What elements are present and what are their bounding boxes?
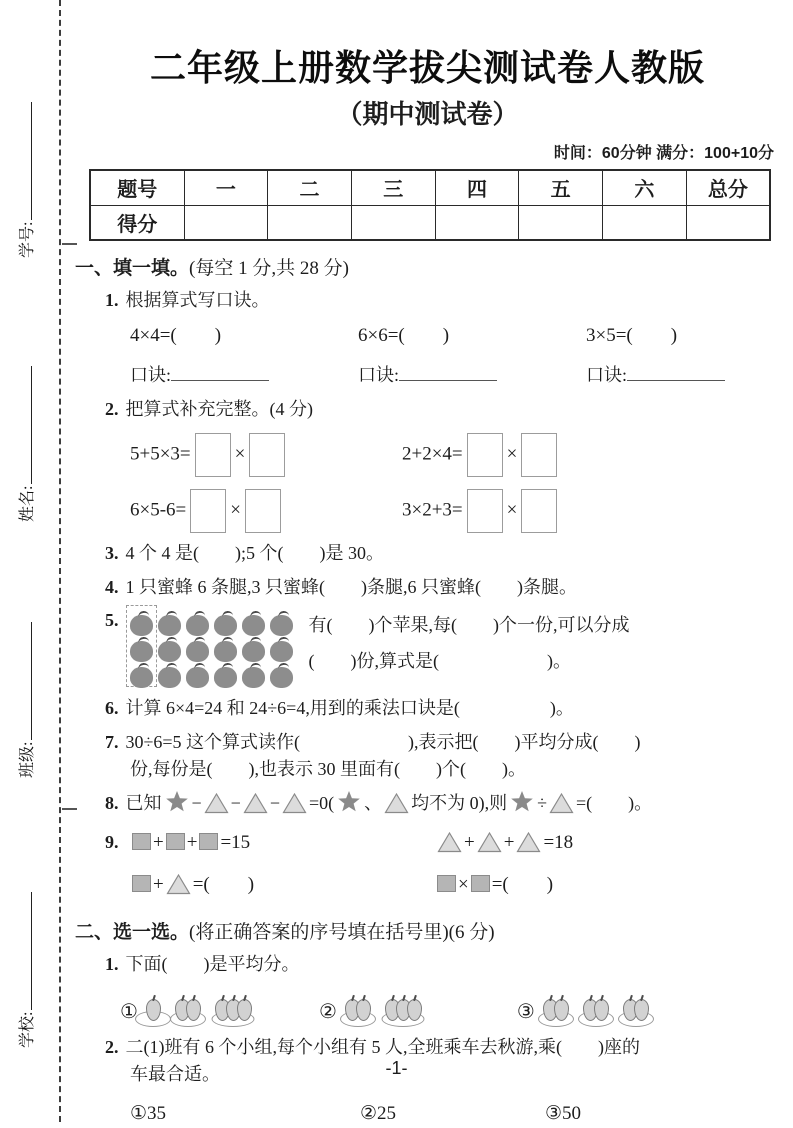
question-number: 4. [105, 577, 119, 597]
answer-box [190, 489, 226, 533]
star-icon [336, 790, 362, 822]
koujue-label: 口诀: [358, 365, 399, 385]
minus-sign: − [270, 793, 280, 813]
question-text: =( )。 [576, 793, 652, 813]
section2-title: 二、选一选。 [75, 922, 189, 943]
score-table-header-cell: 六 [603, 170, 687, 205]
pear-icon [356, 999, 371, 1021]
score-table-header-cell: 四 [435, 170, 519, 205]
question-number: 2. [105, 399, 119, 419]
equation: 3×2+3= [402, 499, 463, 520]
times-sign: × [230, 499, 241, 520]
section2-question-2 [75, 1034, 780, 1128]
q5-line2: ( )份,算式是( )。 [309, 643, 630, 679]
question-2 [75, 396, 780, 533]
q9-equations-grid [130, 829, 780, 905]
question-5 [75, 607, 780, 688]
triangle-icon [549, 792, 574, 822]
plus-sign: + [464, 832, 475, 853]
question-6 [75, 695, 780, 722]
apple-icon [158, 667, 181, 688]
plate-icon [144, 994, 163, 1027]
answer-box [467, 489, 503, 533]
answer-box [249, 433, 285, 477]
question-text [309, 607, 630, 688]
page-number: -1- [0, 1058, 793, 1079]
pear-icon [237, 999, 252, 1021]
question-number: 5. [105, 607, 119, 688]
star-icon [164, 790, 190, 822]
apple-icon [158, 615, 181, 636]
star-icon [509, 790, 535, 822]
time-score-info: 时间：60分钟 满分：100+10分 [75, 140, 780, 163]
equation-with-boxes [130, 433, 402, 477]
question-text: 已知 [126, 793, 162, 813]
q1-item [130, 314, 358, 389]
plate-icon [581, 994, 611, 1027]
score-table-header-cell: 总分 [686, 170, 770, 205]
question-text: 二(1)班有 6 个小组,每个小组有 5 人,全班乘车去秋游,乘( )座的 [126, 1037, 640, 1057]
class-field [14, 622, 37, 778]
question-number: 3. [105, 543, 119, 563]
q5-line1: 有( )个苹果,每( )个一份,可以分成 [309, 607, 630, 643]
table-row [90, 205, 770, 240]
equation: 6×6=( ) [358, 322, 586, 351]
page-subtitle: （期中测试卷） [75, 94, 780, 131]
equation: 4×4=( ) [130, 322, 358, 351]
triangle-icon [166, 873, 191, 905]
school-label: 学校: [19, 1012, 36, 1048]
triangle-icon [437, 831, 462, 863]
school-field [14, 892, 37, 1048]
question-number: 6. [105, 698, 119, 718]
option-label: ② [319, 997, 337, 1027]
school-blank-line [31, 892, 32, 1010]
student-id-blank-line [31, 102, 32, 220]
apple-icon [130, 641, 153, 662]
table-row [90, 170, 770, 205]
shape-equation [130, 871, 435, 905]
question-number: 1. [105, 954, 119, 974]
pear-icon [634, 999, 649, 1021]
koujue-line [586, 362, 725, 389]
answer-box [245, 489, 281, 533]
question-text: 把算式补充完整。(4 分) [126, 399, 314, 419]
option-label: ③ [517, 997, 535, 1027]
score-cell [603, 205, 687, 240]
section1-header [75, 253, 780, 280]
shape-equation [130, 829, 435, 863]
equation: 2+2×4= [402, 443, 463, 464]
divide-sign: ÷ [537, 793, 547, 813]
section2-header [75, 917, 780, 944]
apple-icon [186, 667, 209, 688]
triangle-icon [516, 831, 541, 863]
section1-note: (每空 1 分,共 28 分) [189, 258, 349, 279]
pear-option [517, 994, 658, 1027]
dashed-cut-line [59, 0, 61, 1122]
plate-icon [213, 994, 254, 1027]
paper-content [75, 0, 780, 1128]
equation-with-boxes [402, 433, 780, 477]
triangle-icon [204, 792, 229, 822]
plate-icon [383, 994, 424, 1027]
equation: 5+5×3= [130, 443, 191, 464]
question-text-line2: 车最合适。 [130, 1061, 780, 1088]
apple-icon [270, 667, 293, 688]
question-text: 1 只蜜蜂 6 条腿,3 只蜜蜂( )条腿,6 只蜜蜂( )条腿。 [126, 577, 577, 597]
koujue-line [358, 362, 586, 389]
question-text: 下面( )是平均分。 [126, 954, 300, 974]
q1-equations-row [130, 314, 780, 389]
plate-icon [541, 994, 571, 1027]
pear-icon [554, 999, 569, 1021]
question-8 [75, 790, 780, 822]
apple-icon [130, 667, 153, 688]
section2-question-1 [75, 951, 780, 1027]
score-table-header-cell: 三 [351, 170, 435, 205]
apple-icon [130, 615, 153, 636]
square-icon [132, 875, 151, 892]
question-text: =0( [309, 793, 334, 813]
koujue-label: 口诀: [586, 365, 627, 385]
student-name-label: 姓名: [19, 486, 36, 522]
score-table [89, 169, 771, 241]
answer-blank-line [171, 366, 269, 381]
plus-sign: + [153, 832, 164, 853]
answer-box [467, 433, 503, 477]
score-cell [351, 205, 435, 240]
triangle-icon [282, 792, 307, 822]
student-name-field [14, 366, 37, 522]
option-label: ① [120, 997, 138, 1027]
page-title: 二年级上册数学拔尖测试卷人教版 [75, 40, 780, 91]
question-number: 8. [105, 793, 119, 813]
question-text: 、 [364, 793, 382, 813]
question-4 [75, 574, 780, 601]
pear-options [120, 994, 780, 1027]
apple-icon [270, 615, 293, 636]
equation-result: =15 [220, 832, 250, 853]
question-3 [75, 540, 780, 567]
score-cell [184, 205, 268, 240]
choice-option: ①35 [130, 1100, 360, 1128]
plus-sign: + [187, 832, 198, 853]
pear-icon [407, 999, 422, 1021]
koujue-label: 口诀: [130, 365, 171, 385]
minus-sign: − [231, 793, 241, 813]
question-text-line2: 份,每份是( ),也表示 30 里面有( )个( )。 [130, 756, 780, 783]
question-number: 1. [105, 290, 119, 310]
choice-option: ②25 [360, 1100, 545, 1128]
score-table-header-cell: 题号 [90, 170, 184, 205]
student-id-field [14, 102, 37, 258]
apple-grid [126, 607, 293, 688]
square-icon [132, 833, 151, 850]
square-icon [471, 875, 490, 892]
pear-icon [594, 999, 609, 1021]
answer-blank-line [399, 366, 497, 381]
plate-icon [621, 994, 651, 1027]
shape-equation [435, 829, 780, 863]
section1-title: 一、填一填。 [75, 258, 189, 279]
apple-icon [214, 641, 237, 662]
score-cell [519, 205, 603, 240]
question-9 [75, 829, 780, 905]
apple-icon [242, 641, 265, 662]
class-label: 班级: [19, 742, 36, 778]
question-text: 4 个 4 是( );5 个( )是 30。 [126, 543, 384, 563]
score-row-label: 得分 [90, 205, 184, 240]
answer-box [521, 433, 557, 477]
question-7 [75, 729, 780, 783]
apple-icon [186, 615, 209, 636]
plate-icon [173, 994, 203, 1027]
apple-icon [214, 667, 237, 688]
pear-option [120, 994, 261, 1027]
question-text: 计算 6×4=24 和 24÷6=4,用到的乘法口诀是( )。 [126, 698, 574, 718]
question-text: 均不为 0),则 [411, 793, 507, 813]
triangle-icon [243, 792, 268, 822]
plus-sign: + [153, 874, 164, 895]
answer-box [521, 489, 557, 533]
apple-icon [186, 641, 209, 662]
pear-option [319, 994, 431, 1027]
answer-choices [130, 1100, 780, 1128]
question-number: 7. [105, 732, 119, 752]
q1-item [586, 314, 725, 389]
equation: 6×5-6= [130, 499, 186, 520]
equation-result: =18 [543, 832, 573, 853]
pear-icon [186, 999, 201, 1021]
question-1 [75, 287, 780, 389]
shape-equation [435, 871, 780, 905]
koujue-line [130, 362, 358, 389]
q2-equations-grid [130, 433, 780, 533]
triangle-icon [477, 831, 502, 863]
equation-with-boxes [402, 489, 780, 533]
score-table-header-cell: 一 [184, 170, 268, 205]
score-table-header-cell: 二 [268, 170, 352, 205]
plus-sign: + [504, 832, 515, 853]
apple-icon [214, 615, 237, 636]
equation-result: =( ) [193, 874, 254, 895]
equation-result: =( ) [492, 874, 553, 895]
apple-icon [242, 615, 265, 636]
square-icon [437, 875, 456, 892]
times-sign: × [507, 443, 518, 464]
times-sign: × [507, 499, 518, 520]
choice-option: ③50 [545, 1100, 581, 1128]
apple-icon [242, 667, 265, 688]
times-sign: × [458, 874, 469, 895]
triangle-icon [384, 792, 409, 822]
question-text: 30÷6=5 这个算式读作( ),表示把( )平均分成( ) [126, 732, 641, 752]
score-cell [686, 205, 770, 240]
score-cell [268, 205, 352, 240]
answer-box [195, 433, 231, 477]
class-blank-line [31, 622, 32, 740]
q1-item [358, 314, 586, 389]
section2-note: (将正确答案的序号填在括号里)(6 分) [189, 922, 495, 943]
answer-blank-line [627, 366, 725, 381]
student-name-blank-line [31, 366, 32, 484]
score-table-header-cell: 五 [519, 170, 603, 205]
square-icon [199, 833, 218, 850]
question-number: 2. [105, 1037, 119, 1057]
apple-icon [270, 641, 293, 662]
equation: 3×5=( ) [586, 322, 725, 351]
student-id-label: 学号: [19, 222, 36, 258]
square-icon [166, 833, 185, 850]
plate-icon [343, 994, 373, 1027]
pear-icon [146, 999, 161, 1021]
question-number: 9. [105, 829, 119, 856]
equation-with-boxes [130, 489, 402, 533]
times-sign: × [235, 443, 246, 464]
minus-sign: − [192, 793, 202, 813]
question-text: 根据算式写口诀。 [126, 290, 270, 310]
apple-icon [158, 641, 181, 662]
score-cell [435, 205, 519, 240]
